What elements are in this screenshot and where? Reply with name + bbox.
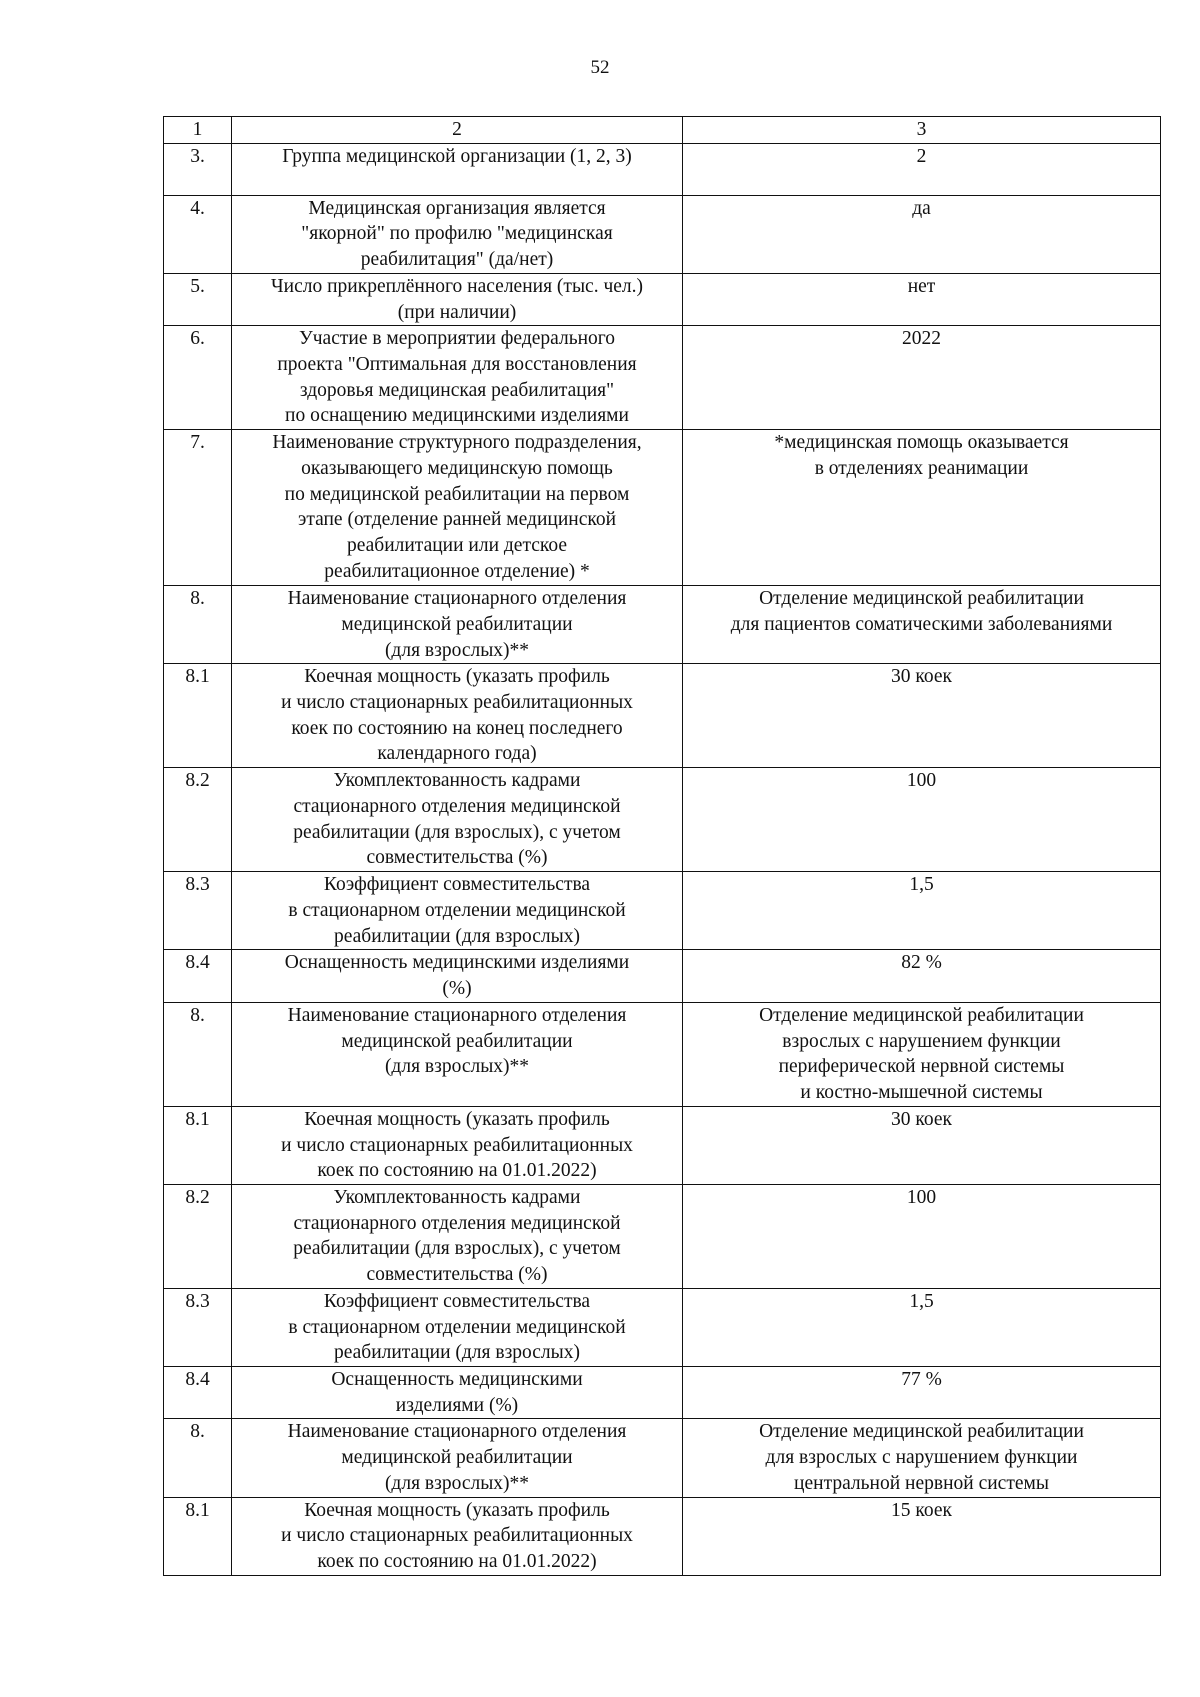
row-number: 7. xyxy=(164,430,232,586)
row-label: Наименование стационарного отделения медицинской реабилитации (для взрослых)** xyxy=(232,1002,683,1106)
table-row xyxy=(164,1184,1161,1288)
row-value: 30 коек xyxy=(683,1106,1161,1184)
row-label: Укомплектованность кадрами стационарного отделения медицинской реабилитации (для взрослых), с учетом совместительства (%) xyxy=(232,768,683,872)
row-number: 8.1 xyxy=(164,664,232,768)
table-row xyxy=(164,768,1161,872)
row-value: 100 xyxy=(683,768,1161,872)
table-row xyxy=(164,1367,1161,1419)
header-cell-3: 3 xyxy=(683,117,1161,144)
row-value: *медицинская помощь оказывается в отделениях реанимации xyxy=(683,430,1161,586)
row-label: Коэффициент совместительства в стационарном отделении медицинской реабилитации (для взрослых) xyxy=(232,1288,683,1366)
table-row xyxy=(164,872,1161,950)
row-value: 77 % xyxy=(683,1367,1161,1419)
row-number: 8. xyxy=(164,586,232,664)
row-value: Отделение медицинской реабилитации взрослых с нарушением функции периферической нервной системы и костно-мышечной системы xyxy=(683,1002,1161,1106)
table-row xyxy=(164,195,1161,273)
row-number: 8.3 xyxy=(164,1288,232,1366)
row-label: Участие в мероприятии федерального проекта "Оптимальная для восстановления здоровья медицинская реабилитация" по оснащению медицинскими изделиями xyxy=(232,326,683,430)
row-label: Наименование стационарного отделения медицинской реабилитации (для взрослых)** xyxy=(232,586,683,664)
row-number: 3. xyxy=(164,143,232,195)
row-label: Медицинская организация является "якорной" по профилю "медицинская реабилитация" (да/нет) xyxy=(232,195,683,273)
table-row xyxy=(164,1419,1161,1497)
table-row xyxy=(164,273,1161,325)
table-row xyxy=(164,1002,1161,1106)
row-number: 8.2 xyxy=(164,1184,232,1288)
row-value: да xyxy=(683,195,1161,273)
row-value: 15 коек xyxy=(683,1497,1161,1575)
row-value: 30 коек xyxy=(683,664,1161,768)
row-label: Коечная мощность (указать профиль и число стационарных реабилитационных коек по состоянию на 01.01.2022) xyxy=(232,1106,683,1184)
table-row xyxy=(164,950,1161,1002)
row-number: 8.1 xyxy=(164,1497,232,1575)
row-value: 100 xyxy=(683,1184,1161,1288)
row-number: 8. xyxy=(164,1419,232,1497)
table-row xyxy=(164,430,1161,586)
table-row xyxy=(164,1106,1161,1184)
row-value: нет xyxy=(683,273,1161,325)
row-value: 2022 xyxy=(683,326,1161,430)
row-label: Число прикреплённого населения (тыс. чел.) (при наличии) xyxy=(232,273,683,325)
row-label: Наименование стационарного отделения медицинской реабилитации (для взрослых)** xyxy=(232,1419,683,1497)
header-cell-2: 2 xyxy=(232,117,683,144)
row-label: Коечная мощность (указать профиль и число стационарных реабилитационных коек по состоянию на 01.01.2022) xyxy=(232,1497,683,1575)
table-header-row xyxy=(164,117,1161,144)
table-row xyxy=(164,586,1161,664)
row-number: 8.4 xyxy=(164,950,232,1002)
row-number: 8.4 xyxy=(164,1367,232,1419)
row-value: 1,5 xyxy=(683,1288,1161,1366)
row-label: Оснащенность медицинскими изделиями (%) xyxy=(232,1367,683,1419)
row-value: 1,5 xyxy=(683,872,1161,950)
row-label: Укомплектованность кадрами стационарного отделения медицинской реабилитации (для взрослых), с учетом совместительства (%) xyxy=(232,1184,683,1288)
row-number: 8.1 xyxy=(164,1106,232,1184)
row-number: 8. xyxy=(164,1002,232,1106)
row-label: Группа медицинской организации (1, 2, 3) xyxy=(232,143,683,195)
table-row xyxy=(164,143,1161,195)
table-row xyxy=(164,326,1161,430)
row-value: Отделение медицинской реабилитации для взрослых с нарушением функции центральной нервной системы xyxy=(683,1419,1161,1497)
row-label: Оснащенность медицинскими изделиями (%) xyxy=(232,950,683,1002)
row-value: Отделение медицинской реабилитации для пациентов соматическими заболеваниями xyxy=(683,586,1161,664)
row-value: 2 xyxy=(683,143,1161,195)
row-number: 8.2 xyxy=(164,768,232,872)
table-row xyxy=(164,1497,1161,1575)
table-row xyxy=(164,1288,1161,1366)
table-row xyxy=(164,664,1161,768)
row-number: 6. xyxy=(164,326,232,430)
row-number: 5. xyxy=(164,273,232,325)
header-cell-1: 1 xyxy=(164,117,232,144)
row-value: 82 % xyxy=(683,950,1161,1002)
row-number: 4. xyxy=(164,195,232,273)
data-table xyxy=(163,116,1161,1576)
row-label: Коэффициент совместительства в стационарном отделении медицинской реабилитации (для взрослых) xyxy=(232,872,683,950)
page-number: 52 xyxy=(590,57,610,78)
row-label: Коечная мощность (указать профиль и число стационарных реабилитационных коек по состоянию на конец последнего календарного года) xyxy=(232,664,683,768)
row-number: 8.3 xyxy=(164,872,232,950)
row-label: Наименование структурного подразделения, оказывающего медицинскую помощь по медицинской реабилитации на первом этапе (отделение ранней медицинской реабилитации или детское реабилитационное отделение) * xyxy=(232,430,683,586)
